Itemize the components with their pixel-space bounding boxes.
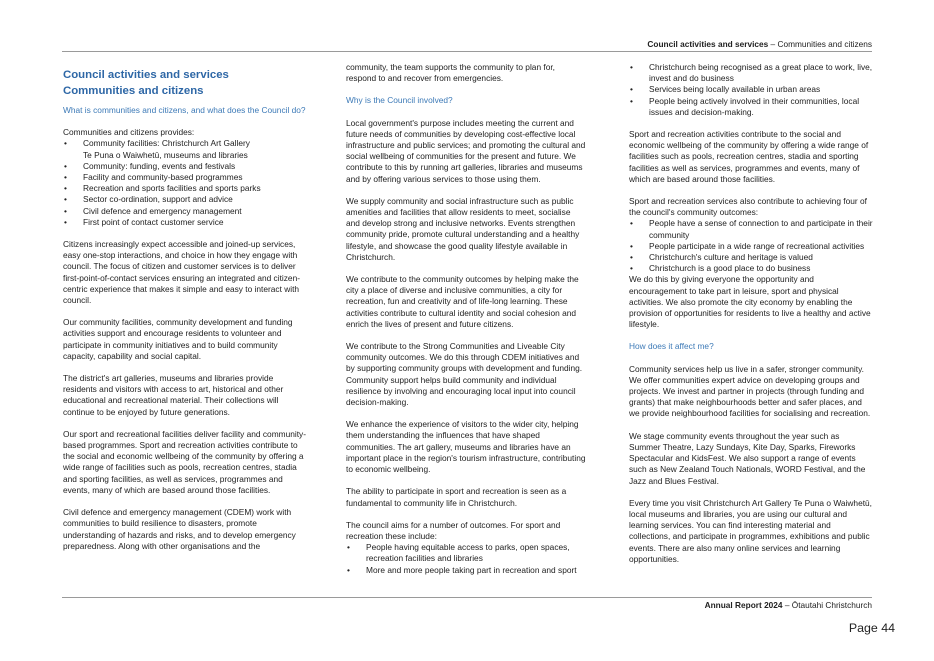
paragraph: The ability to participate in sport and recreation is seen as a fundamental to community life in Christchurch.	[346, 486, 567, 508]
paragraph: We do this by giving everyone the opportunity and encouragement to take part in leisure, sport and physical activities. We also promote the city economy by enabling the provision of opportunities for residents to live a healthy and active lifestyle.	[629, 274, 871, 330]
title-line-2: Communities and citizens	[63, 85, 204, 97]
list-item: • Sector co-ordination, support and advice	[63, 194, 307, 205]
list-item: • First point of contact customer service	[63, 217, 307, 228]
paragraph: Sport and recreation activities contribute to the social and economic wellbeing of the community by offering a wide range of facilities such as pools, recreation centres, stadia and sporting facilities as well as services, programmes and events, many of which are based around those facilities.	[629, 129, 869, 184]
paragraph: We contribute to the community outcomes by helping make the city a place of diverse and inclusive communities, a city for recreation, fun and creativity and of life-long learning. These activities contribute to cultural identity and social cohesion and enrich the lives of present and future citizens.	[346, 274, 579, 329]
header-subsection: – Communities and citizens	[768, 39, 872, 49]
list-item: • Christchurch is a good place to do business	[629, 263, 873, 274]
list-item: • People being actively involved in their communities, local issues and decision-making.	[629, 96, 873, 118]
paragraph: The district's art galleries, museums and libraries provide residents and visitors with access to art, historical and other educational and recreational material. Their collections will continue to be enjoyed by future generations.	[63, 373, 284, 417]
community-outcomes-list	[629, 218, 873, 274]
intro-text: Communities and citizens provides:	[63, 127, 195, 138]
list-item: • People having equitable access to parks, open spaces, recreation facilities and libraries	[346, 542, 586, 564]
paragraph: Citizens increasingly expect accessible and joined-up services, easy one-stop interactions, and choice in how they engage with council. The focus of citizen and customer services is to deliver first-point-of-contact services ensuring an integrated and citizen-centric experience that makes it simple and easy to interact with council.	[63, 239, 300, 306]
list-item: • Civil defence and emergency management	[63, 206, 307, 217]
list-item: • Services being locally available in urban areas	[629, 84, 873, 95]
footer-rule	[62, 597, 872, 598]
column-2	[346, 62, 586, 576]
paragraph: We contribute to the Strong Communities and Liveable City community outcomes. We do this through CDEM initiatives and by supporting community groups with development and funding. Community support helps build community and individual resilience by involving and encouraging local input into council decision-making.	[346, 341, 583, 408]
paragraph: We enhance the experience of visitors to the wider city, helping them understanding the influences that have shaped communities. The art gallery, museums and libraries have an important place in the region's tourism infrastructure, contributing to economic wellbeing.	[346, 419, 586, 475]
paragraph: Our community facilities, community development and funding activities support and encourage residents to volunteer and participate in community initiatives and to build community capacity, capability and social capital.	[63, 317, 293, 361]
outcomes-list-continued	[629, 62, 873, 118]
footer-place: – Ōtautahi Christchurch	[782, 600, 872, 610]
list-item: • Community facilities: Christchurch Art Gallery Te Puna o Waiwhetū, museums and libraries	[63, 138, 307, 160]
paragraph: Civil defence and emergency management (CDEM) work with communities to build resilience to disasters, promote understanding of hazards and risks, and to develop emergency preparedness. Along with other organisations and the	[63, 507, 296, 551]
list-item: • Facility and community-based programmes	[63, 172, 307, 183]
title-line-1: Council activities and services	[63, 69, 229, 81]
paragraph: We supply community and social infrastructure such as public amenities and facilities that allow residents to meet, socialise and develop strong and inclusive networks. Events strengthen community pride, promote cultural understanding and a healthy lifestyle, and showcase the good quality lifestyle available in Christchurch.	[346, 195, 580, 262]
subheading-why: Why is the Council involved?	[346, 95, 453, 106]
list-item: • Christchurch being recognised as a great place to work, live, invest and do business	[629, 62, 873, 84]
outcomes-list	[346, 542, 586, 576]
paragraph: Community services help us live in a safer, stronger community. We offer communities expert advice on developing groups and projects. We invest and partner in projects (through funding and grants) that make neighbourhoods better and safer places, and we provide neighbourhood facilities for socialising and recreation.	[629, 363, 871, 419]
footer-report: Annual Report 2024	[704, 600, 783, 610]
list-item: • More and more people taking part in recreation and sport	[346, 565, 586, 576]
list-item: • Recreation and sports facilities and sports parks	[63, 183, 307, 194]
provides-list	[63, 138, 307, 228]
list-item: • People participate in a wide range of recreational activities	[629, 241, 873, 252]
page-number: Page 44	[848, 621, 895, 635]
page-title	[63, 67, 307, 99]
subheading-what: What is communities and citizens, and what does the Council do?	[63, 105, 306, 115]
list-item: • People have a sense of connection to and participate in their community	[629, 218, 873, 240]
paragraph: Sport and recreation services also contribute to achieving four of the council's community outcomes:	[629, 196, 867, 218]
paragraph: The council aims for a number of outcomes. For sport and recreation these include:	[346, 519, 561, 541]
paragraph: Our sport and recreational facilities deliver facility and community-based programmes. Sport and recreation activities contribute to the social and economic wellbeing of the community by offering a wide range of facilities such as pools, recreation centres, stadia and sporting facilities, as well as services, programmes and events, many of which are based around those facilities.	[63, 428, 306, 495]
header-section: Council activities and services	[647, 39, 769, 49]
column-1	[63, 62, 307, 563]
paragraph: We stage community events throughout the year such as Summer Theatre, Lazy Sundays, Kite Day, Sparks, Fireworks Spectacular and KidsFest. We also support a range of events such as New Zealand Touch Nationals, WORD Festival, and the Jazz and Blues Festival.	[629, 430, 866, 486]
column-3	[629, 62, 873, 576]
list-item: • Christchurch's culture and heritage is valued	[629, 252, 873, 263]
paragraph: community, the team supports the community to plan for, respond to and recover from emergencies.	[346, 62, 555, 84]
paragraph: Local government's purpose includes meeting the current and future needs of communities by developing cost-effective local infrastructure and public services; and promoting the cultural and social wellbeing of communities for the present and future. We contribute to this by running art galleries, libraries and museums and by offering various services to those using them.	[346, 117, 586, 184]
list-item: • Community: funding, events and festivals	[63, 161, 307, 172]
running-header	[647, 39, 872, 49]
subheading-how: How does it affect me?	[629, 341, 714, 352]
header-rule	[62, 51, 872, 52]
running-footer	[705, 600, 872, 610]
paragraph: Every time you visit Christchurch Art Gallery Te Puna o Waiwhetū, local museums and libraries, you are using our cultural and learning services. You can find interesting material and collections, and participate in programmes, exhibitions and public events. There are also many online services and learning opportunities.	[629, 497, 872, 564]
